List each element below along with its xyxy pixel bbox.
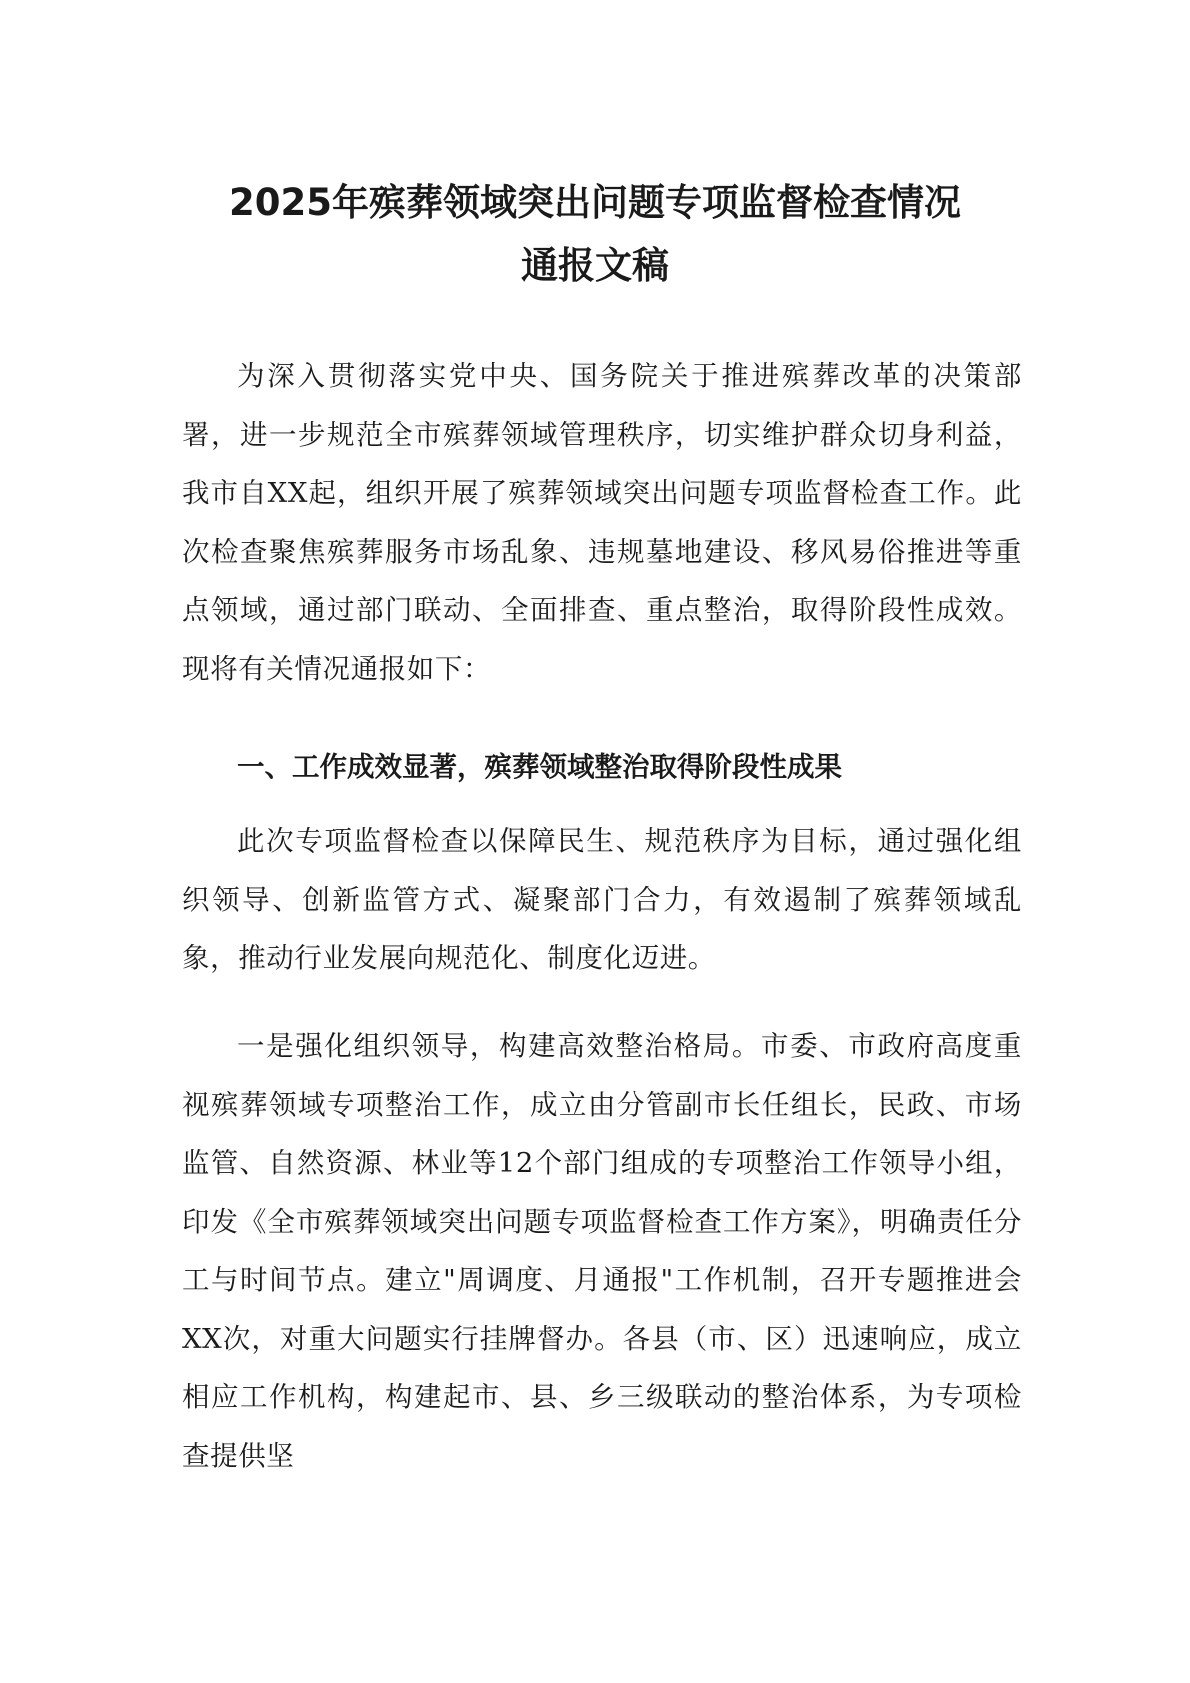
- document-title-line-2: 通报文稿: [521, 244, 669, 287]
- section-heading-1: 一、工作成效显著，殡葬领域整治取得阶段性成果: [237, 751, 842, 783]
- section-1-summary-paragraph: 此次专项监督检查以保障民生、规范秩序为目标，通过强化组织领导、创新监管方式、凝聚部门合力，有效遏制了殡葬领域乱象，推动行业发展向规范化、制度化迈进。: [182, 825, 1022, 974]
- section-1-point-1-paragraph: 一是强化组织领导，构建高效整治格局。市委、市政府高度重视殡葬领域专项整治工作，成立由分管副市长任组长，民政、市场监管、自然资源、林业等12个部门组成的专项整治工作领导小组，印发《全市殡葬领域突出问题专项监督检查工作方案》，明确责任分工与时间节点。建立"周调度、月通报"工作机制，召开专题推进会XX次，对重大问题实行挂牌督办。各县（市、区）迅速响应，成立相应工作机构，构建起市、县、乡三级联动的整治体系，为专项检查提供坚: [182, 1030, 1022, 1472]
- document-title-line-1: 2025年殡葬领域突出问题专项监督检查情况: [229, 181, 961, 224]
- intro-paragraph: 为深入贯彻落实党中央、国务院关于推进殡葬改革的决策部署，进一步规范全市殡葬领域管理秩序，切实维护群众切身利益，我市自XX起，组织开展了殡葬领域突出问题专项监督检查工作。此次检查聚焦殡葬服务市场乱象、违规墓地建设、移风易俗推进等重点领域，通过部门联动、全面排查、重点整治，取得阶段性成效。现将有关情况通报如下：: [182, 360, 1022, 685]
